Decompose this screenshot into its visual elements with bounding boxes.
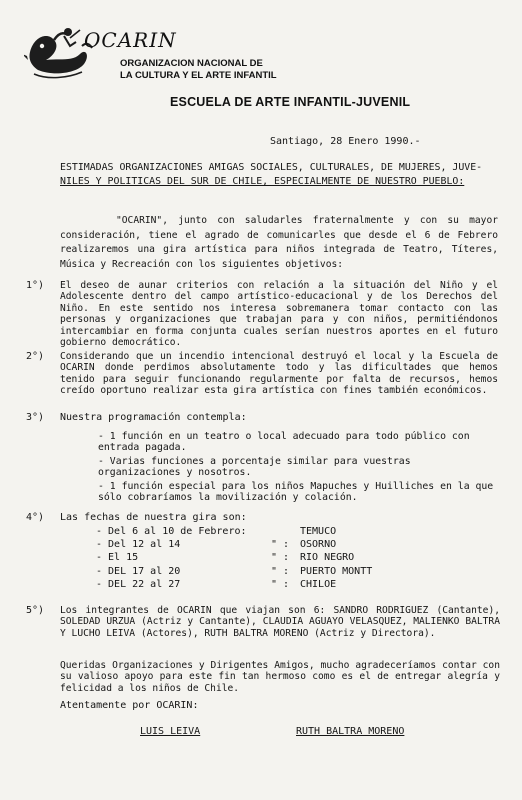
schedule-row — [96, 552, 436, 565]
schedule-ditto: " : — [271, 539, 290, 551]
objective-2-text: Considerando que un incendio intencional destruyó el local y la Escuela de OCARIN donde perdimos absolutamente todo y las dificultades que hemos tenido para seguir funcionando regularmente por falta de recursos, hemos creído oportuno realizar esta gira artística con fines también económicos. — [60, 351, 498, 397]
schedule-row — [96, 526, 436, 539]
schedule-dates: - Del 6 al 10 de Febrero: — [96, 526, 247, 537]
closing-paragraph: Queridas Organizaciones y Dirigentes Amigos, mucho agradeceríamos contar con su valioso apoyo para este fin tan hermoso como es el de entregar alegría y felicidad a los niños de Chile. — [60, 660, 500, 694]
objective-4-text: Las fechas de nuestra gira son: — [60, 512, 247, 523]
objective-3-number: 3°) — [26, 412, 45, 423]
brand-name: OCARIN — [84, 28, 177, 52]
objective-4-number: 4°) — [26, 512, 45, 523]
schedule-dates: - DEL 17 al 20 — [96, 565, 181, 577]
tour-schedule — [96, 526, 436, 592]
school-heading: ESCUELA DE ARTE INFANTIL-JUVENIL — [170, 95, 411, 109]
schedule-city: TEMUCO — [300, 526, 337, 537]
signature-ruth-baltra-moreno: RUTH BALTRA MORENO — [296, 726, 405, 737]
schedule-row — [96, 579, 436, 592]
schedule-ditto: " : — [271, 552, 290, 564]
schedule-city: PUERTO MONTT — [300, 565, 373, 577]
schedule-city: OSORNO — [300, 539, 337, 551]
org-line-2: LA CULTURA Y EL ARTE INFANTIL — [120, 70, 277, 81]
schedule-ditto: " : — [271, 565, 290, 577]
letter-date: Santiago, 28 Enero 1990.- — [270, 136, 421, 147]
objective-2-number: 2°) — [26, 351, 45, 362]
intro-paragraph: "OCARIN", junto con saludarles fraternalmente y con su mayor consideración, tiene el agrado de comunicarles que desde el 6 de Febrero realizaremos una gira artística para niños integrada de Teatro, Títeres, Música y Recreación con los siguientes objetivos: — [60, 215, 498, 270]
programme-item-2: - Varias funciones a porcentaje similar para vuestras organizaciones y nosotros. — [98, 456, 411, 479]
schedule-ditto: " : — [271, 578, 290, 590]
signature-luis-leiva: LUIS LEIVA — [140, 726, 201, 737]
schedule-dates: - Del 12 al 14 — [96, 539, 181, 551]
programme-item-1: - 1 función en un teatro o local adecuado para todo público con entrada pagada. — [98, 431, 470, 454]
schedule-dates: - DEL 22 al 27 — [96, 578, 181, 590]
objective-3-text: Nuestra programación contempla: — [60, 412, 247, 423]
schedule-dates: - El 15 — [96, 552, 139, 564]
schedule-city: CHILOE — [300, 578, 337, 590]
sign-off: Atentamente por OCARIN: — [60, 700, 199, 711]
org-line-1: ORGANIZACION NACIONAL DE — [120, 58, 263, 69]
org-name — [120, 58, 277, 82]
objective-1-text: El deseo de aunar criterios con relación a la situación del Niño y el Adolescente dentro del campo artístico-educacional y de los Derechos del Niño. En este sentido nos interesa sobremanera tomar contacto con las personas y organizaciones que trabajan para y con niños, permitiéndonos intercambiar en forma conjunta cuales serían nuestros aportes en el futuro gobierno democrático. — [60, 280, 498, 349]
schedule-row — [96, 566, 436, 579]
schedule-row — [96, 539, 436, 552]
recipient-line-1: ESTIMADAS ORGANIZACIONES AMIGAS SOCIALES, CULTURALES, DE MUJERES, JUVE- — [60, 162, 483, 173]
programme-item-3: - 1 función especial para los niños Mapuches y Huilliches en la que sólo cobraríamos la movilización y colación. — [98, 481, 494, 504]
objective-1-number: 1°) — [26, 280, 45, 291]
recipient-line-2: NILES Y POLITICAS DEL SUR DE CHILE, ESPECIALMENTE DE NUESTRO PUEBLO: — [60, 176, 465, 187]
objective-5-number: 5°) — [26, 605, 45, 616]
schedule-city: RIO NEGRO — [300, 552, 355, 564]
objective-5-text: Los integrantes de OCARIN que viajan son 6: SANDRO RODRIGUEZ (Cantante), SOLEDAD URZUA (Actriz y Cantante), CLAUDIA AGUAYO VELASQUEZ, MALIENKO BALTRA Y LUCHO LEIVA (Actores), RUTH BALTRA MORENO (Actriz y Directora). — [60, 605, 500, 639]
